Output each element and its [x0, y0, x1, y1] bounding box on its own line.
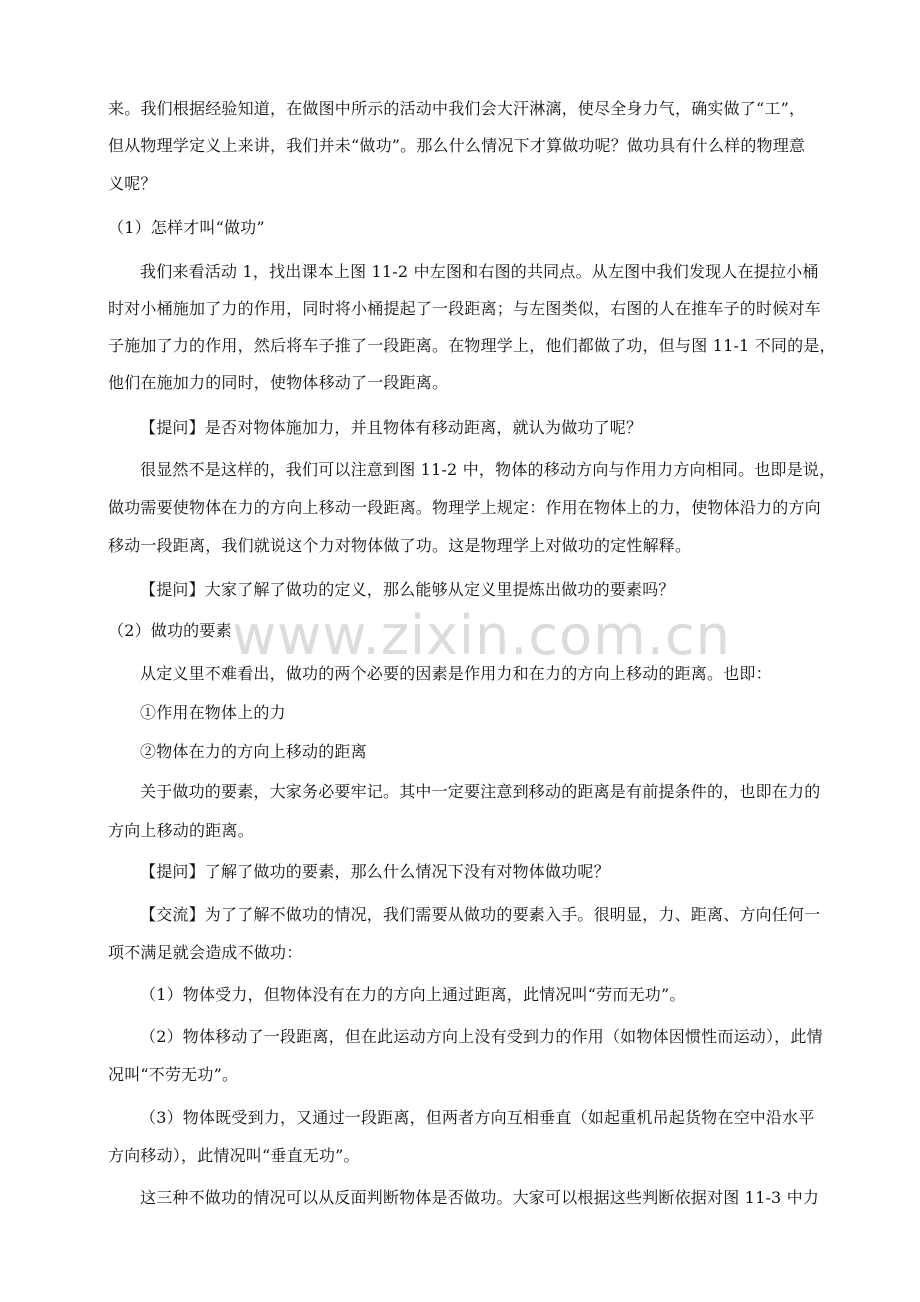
paragraph-line: 他们在施加力的同时，使物体移动了一段距离。 — [108, 373, 449, 392]
paragraph-line: 关于做功的要素，大家务必要牢记。其中一定要注意到移动的距离是有前提条件的，也即在力的 — [140, 782, 821, 801]
question-line: 【提问】了解了做功的要素，那么什么情况下没有对物体做功呢？ — [140, 862, 610, 881]
paragraph-line: 方向移动），此情况叫“垂直无功”。 — [108, 1146, 360, 1165]
question-line: 【提问】是否对物体施加力，并且物体有移动距离，就认为做功了呢？ — [140, 418, 643, 437]
paragraph-line: 况叫“不劳无功”。 — [108, 1065, 239, 1084]
paragraph-line: 很显然不是这样的，我们可以注意到图 11-2 中，物体的移动方向与作用力方向相同。也即是说， — [140, 460, 836, 479]
list-item: （1）物体受力，但物体没有在力的方向上通过距离，此情况叫“劳而无功”。 — [140, 985, 686, 1004]
paragraph-line: 这三种不做功的情况可以从反面判断物体是否做功。大家可以根据这些判断依据对图 11-3 中力 — [140, 1188, 820, 1207]
list-item: （2）物体移动了一段距离，但在此运动方向上没有受到力的作用（如物体因惯性而运动），此情 — [140, 1027, 823, 1046]
paragraph-line: 我们来看活动 1，找出课本上图 11-2 中左图和右图的共同点。从左图中我们发现人在提拉小桶 — [140, 262, 819, 281]
paragraph-line: 项不满足就会造成不做功： — [108, 943, 303, 962]
paragraph-line: 义呢？ — [108, 174, 157, 193]
section-heading: （1）怎样才叫“做功” — [108, 218, 265, 237]
paragraph-line: 移动一段距离，我们就说这个力对物体做了功。这是物理学上对做功的定性解释。 — [108, 536, 692, 555]
list-item: ②物体在力的方向上移动的距离 — [140, 742, 367, 761]
list-item: ①作用在物体上的力 — [140, 703, 286, 722]
question-line: 【提问】大家了解了做功的定义，那么能够从定义里提炼出做功的要素吗？ — [140, 580, 675, 599]
paragraph-line: 但从物理学定义上来讲，我们并未“做功”。那么什么情况下才算做功呢？做功具有什么样的物理意 — [108, 136, 806, 155]
paragraph-line: 来。我们根据经验知道，在做图中所示的活动中我们会大汗淋漓，使尽全身力气，确实做了“工”， — [108, 99, 806, 118]
paragraph-line: 时对小桶施加了力的作用，同时将小桶提起了一段距离；与左图类似，右图的人在推车子的时候对车 — [108, 299, 821, 318]
paragraph-line: 方向上移动的距离。 — [108, 821, 254, 840]
watermark-text: www.zixin.com.cn — [232, 604, 731, 667]
paragraph-line: 从定义里不难看出，做功的两个必要的因素是作用力和在力的方向上移动的距离。也即： — [140, 664, 772, 683]
exchange-line: 【交流】为了了解不做功的情况，我们需要从做功的要素入手。很明显，力、距离、方向任何一 — [140, 905, 821, 924]
paragraph-line: 做功需要使物体在力的方向上移动一段距离。物理学上规定：作用在物体上的力，使物体沿力的方向 — [108, 498, 821, 517]
section-heading: （2）做功的要素 — [108, 621, 232, 640]
list-item: （3）物体既受到力，又通过一段距离，但两者方向互相垂直（如起重机吊起货物在空中沿水平 — [140, 1108, 815, 1127]
paragraph-line: 子施加了力的作用，然后将车子推了一段距离。在物理学上，他们都做了功，但与图 11-1 不同的是， — [108, 336, 836, 355]
